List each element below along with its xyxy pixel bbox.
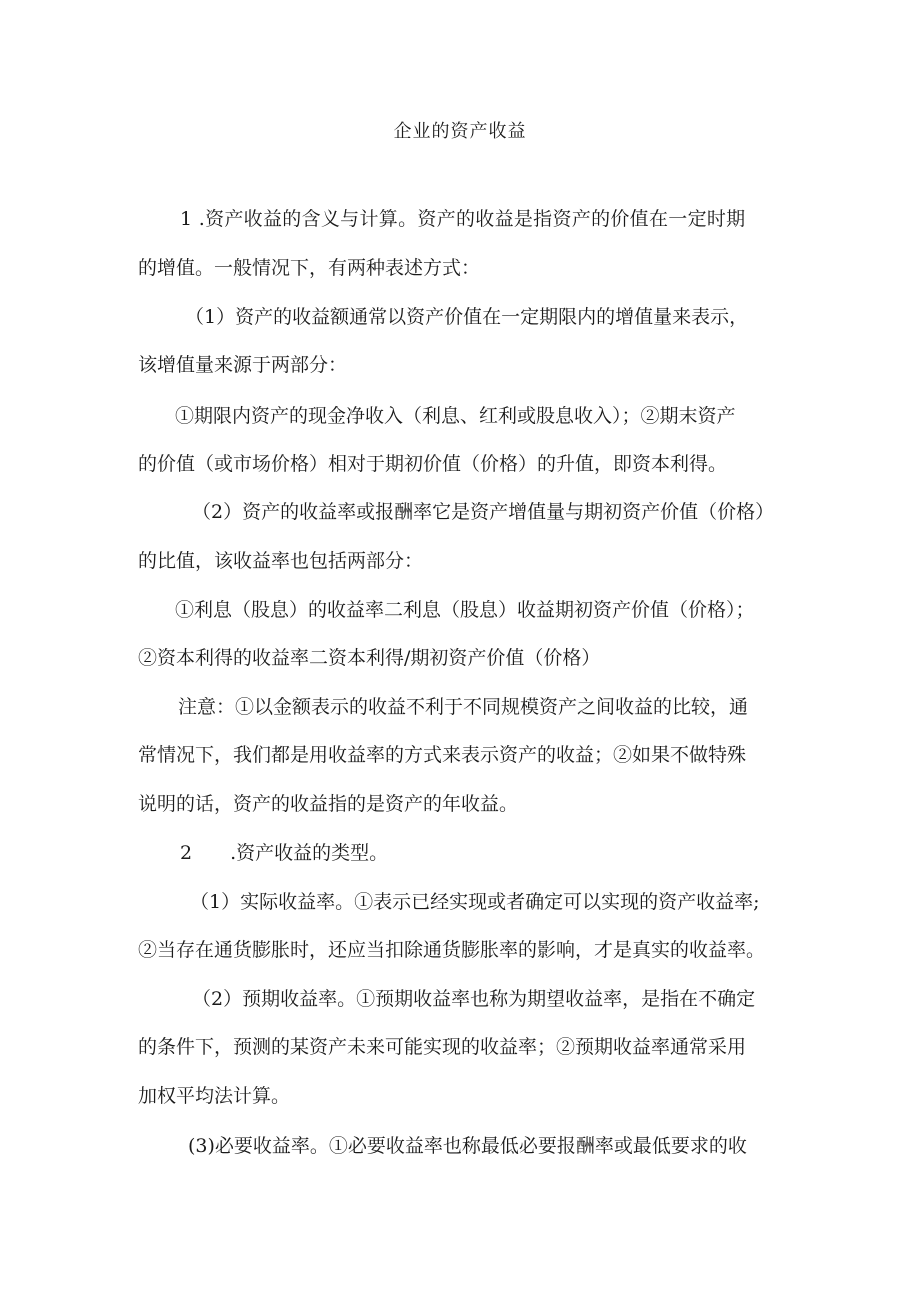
paragraph-line: (3)必要收益率。①必要收益率也称最低必要报酬率或最低要求的收 [188, 1135, 747, 1157]
paragraph-line: 常情况下，我们都是用收益率的方式来表示资产的收益；②如果不做特殊 [138, 744, 747, 766]
paragraph-line: 1 .资产收益的含义与计算。资产的收益是指资产的价值在一定时期 [180, 208, 746, 230]
paragraph-line: ①利息（股息）的收益率二利息（股息）收益期初资产价值（价格）； [175, 599, 755, 621]
paragraph-line: （2）预期收益率。①预期收益率也称为期望收益率，是指在不确定 [192, 988, 756, 1010]
paragraph-line: （2）资产的收益率或报酬率它是资产增值量与期初资产价值（价格） [192, 501, 775, 523]
paragraph-line: 的条件下，预测的某资产未来可能实现的收益率；②预期收益率通常采用 [138, 1036, 747, 1058]
paragraph-line: （1）资产的收益额通常以资产价值在一定期限内的增值量来表示， [185, 306, 749, 328]
paragraph-line: 加权平均法计算。 [138, 1085, 291, 1107]
paragraph-line: 说明的话，资产的收益指的是资产的年收益。 [138, 793, 519, 815]
paragraph-line: （1）实际收益率。①表示已经实现或者确定可以实现的资产收益率; [190, 891, 760, 913]
document-title: 企业的资产收益 [393, 121, 527, 142]
paragraph-line: ②资本利得的收益率二资本利得/期初资产价值（价格） [138, 647, 601, 669]
paragraph-line: 的比值，该收益率也包括两部分： [138, 550, 424, 572]
paragraph-line: 该增值量来源于两部分： [138, 354, 348, 376]
paragraph-line: ②当存在通货膨胀时，还应当扣除通货膨胀率的影响，才是真实的收益率。 [138, 939, 766, 961]
paragraph-line: 的增值。一般情况下，有两种表述方式： [138, 257, 481, 279]
paragraph-line: 2 .资产收益的类型。 [180, 842, 389, 864]
paragraph-line: 注意：①以金额表示的收益不利于不同规模资产之间收益的比较，通 [178, 696, 749, 718]
paragraph-line: ①期限内资产的现金净收入（利息、红利或股息收入）；②期末资产 [175, 405, 736, 427]
paragraph-line: 的价值（或市场价格）相对于期初价值（价格）的升值，即资本利得。 [138, 453, 728, 475]
